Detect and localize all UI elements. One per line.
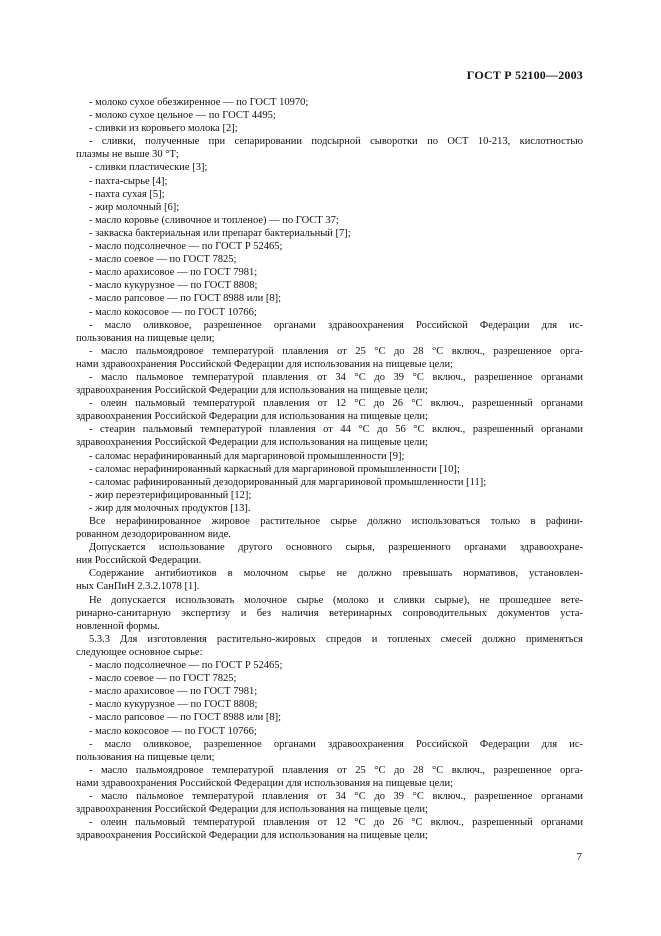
paragraph-line: нами здравоохранения Российской Федерации для использования на пищевые цели; (76, 777, 454, 789)
list-item: - олеин пальмовый температурой плавления от 12 °С до 26 °С включ., разрешенный органами (89, 817, 583, 829)
paragraph-line: ринарно-санитарную экспертизу и без наличия ветеринарных сопроводительных документов уста- (76, 607, 583, 619)
list-item: - масло подсолнечное — по ГОСТ Р 52465; (89, 241, 283, 253)
paragraph-line: пользования на пищевые цели; (76, 332, 215, 344)
list-item: - масло пальмовое температурой плавления от 34 °С до 39 °С включ., разрешенное органами (89, 371, 583, 383)
list-item: - масло кукурузное — по ГОСТ 8808; (89, 699, 258, 711)
list-item: - жир переэтерифицированный [12]; (89, 489, 252, 501)
list-item: - масло соевое — по ГОСТ 7825; (89, 254, 237, 266)
paragraph-line: рованном дезодорированном виде. (76, 529, 231, 541)
paragraph-line: ных СанПиН 2.3.2.1078 [1]. (76, 581, 200, 593)
list-item: - сливки пластические [3]; (89, 162, 208, 174)
paragraph-line: Все нерафинированное жировое растительное сырье должно использоваться только в рафини- (89, 516, 583, 527)
paragraph-line: здравоохранения Российской Федерации для использования на пищевые цели; (76, 437, 428, 449)
list-item: - жир для молочных продуктов [13]. (89, 502, 251, 514)
list-item: - стеарин пальмовый температурой плавления от 44 °С до 56 °С включ., разрешенный органами (89, 424, 583, 436)
page-number: 7 (576, 851, 582, 863)
list-item: - олеин пальмовый температурой плавления от 12 °С до 26 °С включ., разрешенный органами (89, 398, 583, 410)
paragraph-line: 5.3.3 Для изготовления растительно-жировых спредов и топленых смесей должно применяться (89, 633, 583, 645)
list-item: - масло арахисовое — по ГОСТ 7981; (89, 267, 258, 279)
document-code-header: ГОСТ Р 52100—2003 (466, 68, 583, 82)
list-item: - масло оливковое, разрешенное органами здравоохранения Российской Федерации для ис- (89, 738, 583, 750)
paragraph-line: здравоохранения Российской Федерации для использования на пищевые цели; (76, 830, 428, 842)
paragraph-line: Не допускается использовать молочное сырье (молоко и сливки сырые), не прошедшее вете- (89, 594, 583, 606)
list-item: - масло коровье (сливочное и топленое) — по ГОСТ 37; (89, 214, 339, 226)
list-item: - масло кокосовое — по ГОСТ 10766; (89, 306, 257, 318)
list-item: - молоко сухое цельное — по ГОСТ 4495; (89, 110, 276, 122)
list-item: - сливки, полученные при сепарировании подсырной сыворотки по ОСТ 10-213, кислотностью (89, 136, 583, 148)
list-item: - масло кокосовое — по ГОСТ 10766; (89, 725, 257, 737)
list-item: - масло соевое — по ГОСТ 7825; (89, 673, 237, 685)
paragraph-line: следующее основное сырье: (76, 646, 203, 658)
paragraph-line: Содержание антибиотиков в молочном сырье не должно превышать нормативов, установлен- (89, 568, 583, 580)
list-item: - масло рапсовое — по ГОСТ 8988 или [8]; (89, 293, 282, 305)
paragraph-line: Допускается использование другого основного сырья, разрешенного органами здравоохране- (89, 542, 583, 554)
list-item: - масло пальмоядровое температурой плавления от 25 °С до 28 °С включ., разрешенное орга- (89, 345, 583, 357)
list-item: - саломас нерафинированный для маргариновой промышленности [9]; (89, 450, 405, 462)
document-body (76, 96, 583, 842)
list-item: - масло рапсовое — по ГОСТ 8988 или [8]; (89, 712, 282, 724)
list-item: - масло кукурузное — по ГОСТ 8808; (89, 280, 258, 292)
list-item: - закваска бактериальная или препарат бактериальный [7]; (89, 227, 351, 239)
list-item: - саломас рафинированный дезодорированный для маргариновой промышленности [11]; (89, 476, 487, 488)
paragraph-line: нами здравоохранения Российской Федерации для использования на пищевые цели; (76, 358, 454, 370)
list-item: - молоко сухое обезжиренное — по ГОСТ 10970; (89, 97, 309, 108)
list-item: - пахта-сырье [4]; (89, 175, 168, 187)
paragraph-line: плазмы не выше 30 °Т; (76, 149, 179, 161)
paragraph-line: здравоохранения Российской Федерации для использования на пищевые цели; (76, 385, 428, 397)
list-item: - масло оливковое, разрешенное органами здравоохранения Российской Федерации для ис- (89, 319, 583, 331)
list-item: - масло пальмовое температурой плавления от 34 °С до 39 °С включ., разрешенное органами (89, 790, 583, 802)
list-item: - сливки из коровьего молока [2]; (89, 123, 238, 135)
paragraph-line: здравоохранения Российской Федерации для использования на пищевые цели; (76, 804, 428, 816)
list-item: - жир молочный [6]; (89, 201, 180, 213)
list-item: - масло подсолнечное — по ГОСТ Р 52465; (89, 660, 283, 672)
paragraph-line: здравоохранения Российской Федерации для использования на пищевые цели; (76, 411, 428, 423)
list-item: - саломас нерафинированный каркасный для маргариновой промышленности [10]; (89, 463, 460, 475)
paragraph-line: пользования на пищевые цели; (76, 751, 215, 763)
paragraph-line: ния Российской Федерации. (76, 555, 202, 567)
list-item: - пахта сухая [5]; (89, 188, 165, 200)
paragraph-line: новленной формы. (76, 620, 160, 632)
list-item: - масло пальмоядровое температурой плавления от 25 °С до 28 °С включ., разрешенное орга- (89, 764, 583, 776)
list-item: - масло арахисовое — по ГОСТ 7981; (89, 686, 258, 698)
